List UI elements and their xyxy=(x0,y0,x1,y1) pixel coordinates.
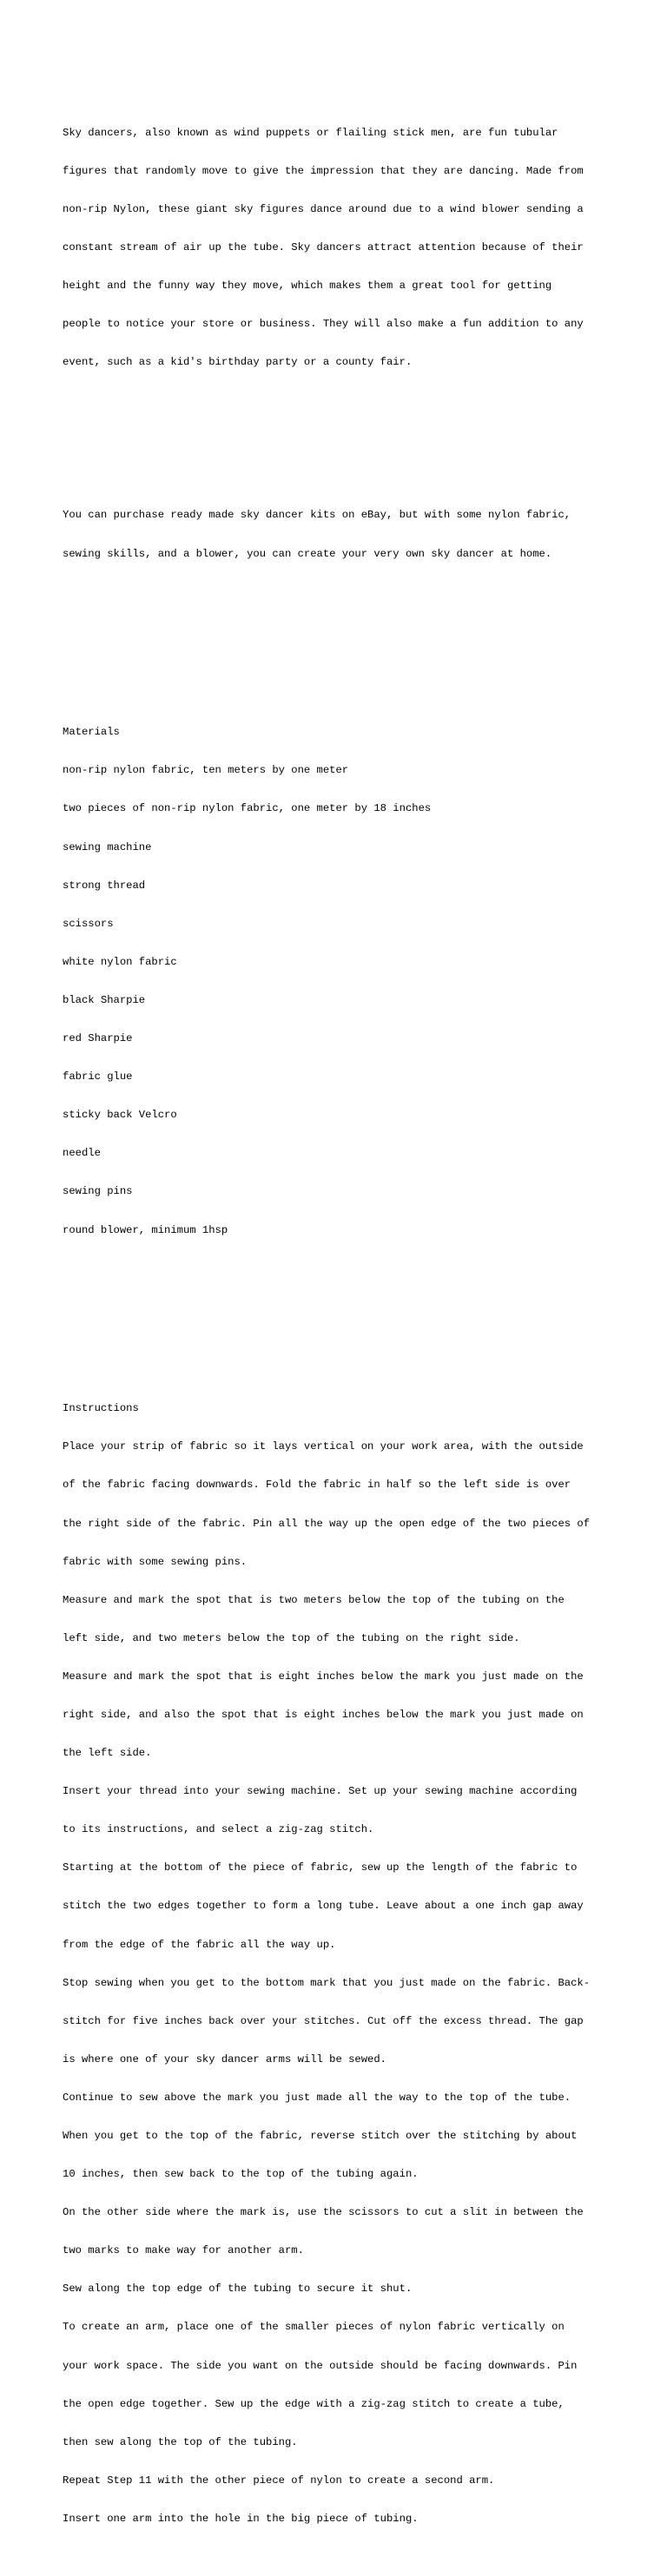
materials-item: red Sharpie xyxy=(63,1032,133,1045)
instructions-line: Continue to sew above the mark you just made all the way to the top of the tube. xyxy=(63,2091,571,2104)
instructions-line: Insert one arm into the hole in the big piece of tubing. xyxy=(63,2512,419,2525)
instructions-line: Sew along the top edge of the tubing to secure it shut. xyxy=(63,2283,413,2296)
instructions-line: is where one of your sky dancer arms will be sewed. xyxy=(63,2052,386,2065)
intro-line: non-rip Nylon, these giant sky figures dance around due to a wind blower sending a xyxy=(63,202,584,215)
instructions-section xyxy=(63,1377,618,2551)
intro-line: height and the funny way they move, which makes them a great tool for getting xyxy=(63,279,552,292)
materials-item: scissors xyxy=(63,917,114,930)
materials-section xyxy=(63,701,618,1262)
instructions-line: Measure and mark the spot that is two meters below the top of the tubing on the xyxy=(63,1593,565,1606)
instructions-line: Insert your thread into your sewing machine. Set up your sewing machine according xyxy=(63,1785,578,1798)
instructions-line: Stop sewing when you get to the bottom mark that you just made on the fabric. Back- xyxy=(63,1976,591,1989)
materials-item: needle xyxy=(63,1147,101,1160)
materials-item: white nylon fabric xyxy=(63,955,177,968)
instructions-line: fabric with some sewing pins. xyxy=(63,1555,248,1568)
materials-item: non-rip nylon fabric, ten meters by one meter xyxy=(63,764,349,777)
instructions-line: stitch the two edges together to form a long tube. Leave about a one inch gap away xyxy=(63,1900,584,1913)
instructions-line: left side, and two meters below the top of the tubing on the right side. xyxy=(63,1631,520,1644)
instructions-line: stitch for five inches back over your stitches. Cut off the excess thread. The gap xyxy=(63,2014,584,2027)
instructions-line: right side, and also the spot that is eight inches below the mark you just made on xyxy=(63,1708,584,1721)
materials-item: sticky back Velcro xyxy=(63,1109,177,1122)
intro-line: figures that randomly move to give the impression that they are dancing. Made from xyxy=(63,164,584,177)
purchase-line: sewing skills, and a blower, you can create your very own sky dancer at home. xyxy=(63,547,552,560)
instructions-line: two marks to make way for another arm. xyxy=(63,2244,304,2257)
instructions-line: Repeat Step 11 with the other piece of nylon to create a second arm. xyxy=(63,2474,495,2487)
materials-item: strong thread xyxy=(63,879,146,892)
purchase-paragraph xyxy=(63,484,618,586)
instructions-line: To create an arm, place one of the smaller pieces of nylon fabric vertically on xyxy=(63,2321,565,2334)
intro-line: people to notice your store or business. They will also make a fun addition to any xyxy=(63,317,584,330)
instructions-line: from the edge of the fabric all the way up. xyxy=(63,1938,336,1951)
instructions-line: Starting at the bottom of the piece of fabric, sew up the length of the fabric to xyxy=(63,1861,578,1874)
materials-item: round blower, minimum 1hsp xyxy=(63,1223,228,1236)
materials-item: sewing pins xyxy=(63,1185,133,1198)
instructions-line: the right side of the fabric. Pin all the way up the open edge of the two pieces of xyxy=(63,1517,591,1530)
instructions-line: your work space. The side you want on the outside should be facing downwards. Pin xyxy=(63,2359,578,2372)
intro-line: constant stream of air up the tube. Sky dancers attract attention because of their xyxy=(63,240,584,254)
instructions-line: of the fabric facing downwards. Fold the fabric in half so the left side is over xyxy=(63,1479,571,1492)
materials-item: black Sharpie xyxy=(63,993,146,1006)
instructions-line: Place your strip of fabric so it lays vertical on your work area, with the outside xyxy=(63,1440,584,1453)
instructions-line: to its instructions, and select a zig-zag stitch. xyxy=(63,1823,374,1836)
document-page xyxy=(63,63,618,2576)
instructions-line: the open edge together. Sew up the edge with a zig-zag stitch to create a tube, xyxy=(63,2397,565,2410)
materials-heading: Materials xyxy=(63,726,120,739)
instructions-line: When you get to the top of the fabric, reverse stitch over the stitching by about xyxy=(63,2130,578,2143)
intro-line: event, such as a kid's birthday party or a county fair. xyxy=(63,356,413,369)
materials-item: fabric glue xyxy=(63,1071,133,1084)
instructions-heading: Instructions xyxy=(63,1402,139,1415)
instructions-line: the left side. xyxy=(63,1747,152,1760)
instructions-line: then sew along the top of the tubing. xyxy=(63,2435,298,2448)
instructions-line: Measure and mark the spot that is eight inches below the mark you just made on the xyxy=(63,1670,584,1683)
materials-item: two pieces of non-rip nylon fabric, one meter by 18 inches xyxy=(63,802,432,815)
instructions-line: On the other side where the mark is, use the scissors to cut a slit in between the xyxy=(63,2206,584,2219)
intro-line: Sky dancers, also known as wind puppets or flailing stick men, are fun tubular xyxy=(63,126,558,139)
instructions-line: 10 inches, then sew back to the top of the tubing again. xyxy=(63,2168,419,2181)
materials-item: sewing machine xyxy=(63,840,152,853)
purchase-line: You can purchase ready made sky dancer kits on eBay, but with some nylon fabric, xyxy=(63,509,571,522)
intro-paragraph xyxy=(63,101,618,394)
